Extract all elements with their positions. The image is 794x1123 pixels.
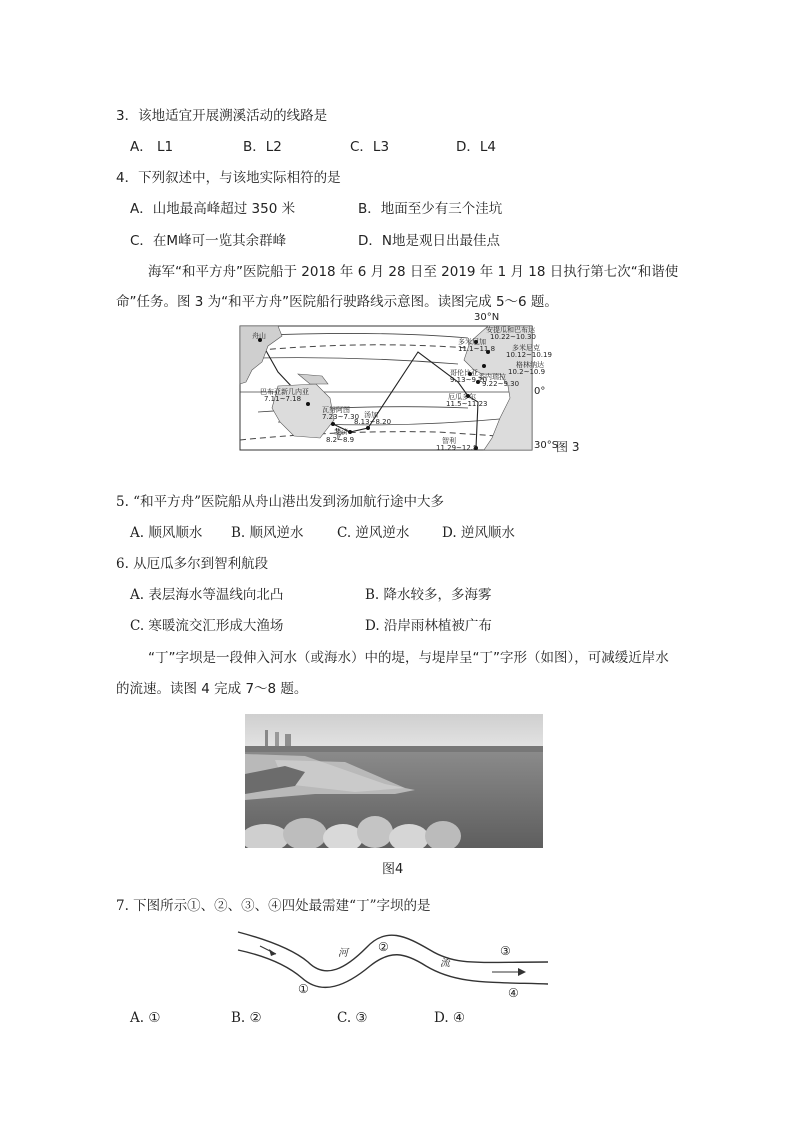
stop-antigua: 安提瓜和巴布达 (486, 326, 535, 334)
intro-56-line1: 海军“和平方舟”医院船于 2018 年 6 月 28 日至 2019 年 1 月 18 日执行第七次“和谐使 (148, 264, 679, 280)
q3-option-d: D．L4 (456, 139, 497, 155)
groyne-photo-svg (245, 714, 543, 848)
point-4: ④ (508, 986, 519, 1000)
stop-venezuela-date: 9.22~9.30 (482, 380, 520, 388)
q7-stem: 7. 下图所示①、②、③、④四处最需建“丁”字坝的是 (116, 898, 431, 914)
q5-option-c: C. 逆风逆水 (337, 525, 410, 541)
intro-78-line2: 的流速。读图 4 完成 7～8 题。 (116, 681, 308, 697)
stop-dominican: 多米尼加 (458, 338, 486, 346)
point-2: ② (378, 940, 389, 954)
route-map (238, 312, 578, 460)
q3-stem: 3．该地适宜开展溯溪活动的线路是 (116, 108, 328, 124)
q4-option-d: D．N地是观日出最佳点 (358, 233, 500, 249)
stop-colombia-date: 9.13~9.20 (450, 376, 488, 384)
river-label-liu: 流 (440, 958, 450, 969)
stop-dominica-date: 10.12~10.19 (506, 351, 552, 359)
river-label-he: 河 (338, 948, 348, 959)
stop-fiji: 斐济 (334, 428, 348, 436)
stop-grenada-date: 10.2~10.9 (508, 368, 546, 376)
stop-vanuatu: 瓦努阿图 (322, 406, 350, 414)
q4-option-b: B．地面至少有三个洼坑 (358, 201, 503, 217)
lat-30s-label: 30°S (534, 440, 559, 451)
q5-option-a: A. 顺风顺水 (130, 525, 203, 541)
q4-option-c: C．在M峰可一览其余群峰 (130, 233, 287, 249)
stop-png-date: 7.11~7.18 (264, 395, 302, 403)
intro-56-line2: 命”任务。图 3 为“和平方舟”医院船行驶路线示意图。读图完成 5～6 题。 (116, 294, 558, 310)
stop-grenada: 格林纳达 (516, 361, 544, 369)
q6-option-b: B. 降水较多，多海雾 (365, 587, 492, 603)
point-1: ① (298, 982, 309, 996)
stop-chile: 智利 (442, 437, 456, 445)
q4-option-a: A．山地最高峰超过 350 米 (130, 201, 296, 217)
q7-option-d: D. ④ (434, 1010, 466, 1026)
q5-option-d: D. 逆风顺水 (442, 525, 515, 541)
q6-stem: 6. 从厄瓜多尔到智利航段 (116, 556, 269, 572)
q6-option-a: A. 表层海水等温线向北凸 (130, 587, 284, 603)
q7-option-b: B. ② (231, 1010, 262, 1026)
q7-option-c: C. ③ (337, 1010, 368, 1026)
groyne-photo (245, 714, 543, 848)
stop-fiji-date: 8.2~8.9 (326, 436, 355, 444)
q3-option-a: A． L1 (130, 139, 174, 155)
stop-tonga: 汤加 (364, 411, 378, 419)
q5-option-b: B. 顺风逆水 (231, 525, 304, 541)
q6-option-d: D. 沿岸雨林植被广布 (365, 618, 492, 634)
q7-option-a: A. ① (130, 1010, 161, 1026)
q4-stem: 4．下列叙述中，与该地实际相符的是 (116, 170, 341, 186)
lat-30n-label: 30°N (474, 312, 500, 323)
stop-ecuador: 厄瓜多尔 (448, 393, 476, 401)
stop-chile-date: 11.29~12.8 (436, 444, 478, 452)
q3-option-b: B．L2 (243, 139, 282, 155)
stop-png: 巴布亚新几内亚 (260, 388, 309, 396)
map-caption: 图 3 (556, 440, 580, 454)
stop-tonga-date: 8.13~8.20 (354, 418, 392, 426)
stop-colombia: 哥伦比亚 (450, 369, 478, 377)
q3-option-c: C．L3 (350, 139, 390, 155)
q6-option-c: C. 寒暖流交汇形成大渔场 (130, 618, 284, 634)
lat-0-label: 0° (534, 386, 546, 397)
stop-dominica: 多米尼克 (512, 344, 540, 352)
river-diagram (236, 922, 556, 1002)
stop-dominican-date: 11.1~11.8 (458, 345, 496, 353)
photo-caption: 图4 (382, 862, 404, 877)
stop-venezuela: 委内瑞拉 (478, 373, 506, 381)
stop-vanuatu-date: 7.23~7.30 (322, 413, 360, 421)
intro-78-line1: “丁”字坝是一段伸入河水（或海水）中的堤，与堤岸呈“丁”字形（如图），可减缓近岸水 (148, 650, 669, 666)
point-3: ③ (500, 944, 511, 958)
stop-antigua-date: 10.22~10.30 (490, 333, 536, 341)
stop-ecuador-date: 11.5~11.23 (446, 400, 488, 408)
stop-zhoushan: 舟山 (252, 332, 266, 340)
q5-stem: 5. “和平方舟”医院船从舟山港出发到汤加航行途中大多 (116, 494, 444, 510)
